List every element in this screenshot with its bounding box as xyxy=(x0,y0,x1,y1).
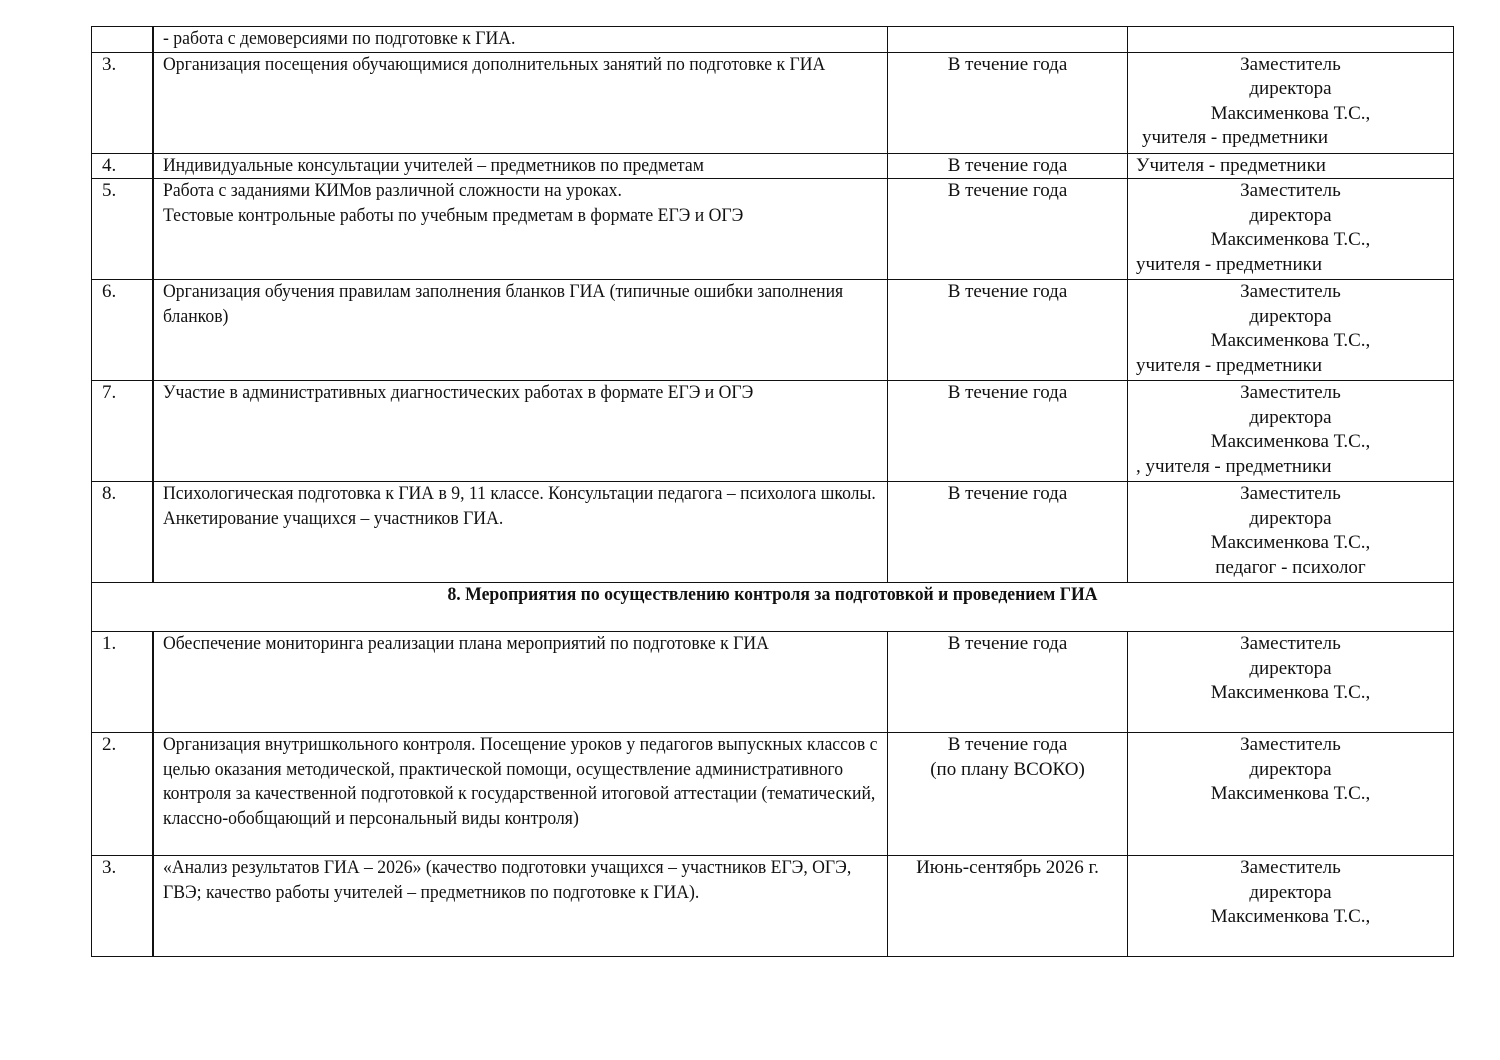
activity-text: Обеспечение мониторинга реализации плана мероприятий по подготовке к ГИА xyxy=(162,633,769,654)
responsible-line: директора xyxy=(1249,78,1332,99)
section-title-cell xyxy=(92,583,1454,632)
responsible-line: , учителя - предметники xyxy=(1136,455,1332,477)
responsible-line: Заместитель xyxy=(1240,382,1341,403)
row-number: 2. xyxy=(92,733,153,856)
activity-cell xyxy=(153,179,888,280)
responsible-cell xyxy=(1128,381,1454,482)
activity-text: - работа с демоверсиями по подготовке к ГИА. xyxy=(162,28,515,49)
table-row xyxy=(92,179,1454,280)
activity-text: Индивидуальные консультации учителей – предметников по предметам xyxy=(162,154,704,176)
responsible-cell xyxy=(1128,52,1454,153)
row-number: 6. xyxy=(92,280,153,381)
activity-cell xyxy=(153,52,888,153)
responsible-cell xyxy=(1128,179,1454,280)
activity-cell xyxy=(153,482,888,583)
section-header-row xyxy=(92,583,1454,632)
row-number: 5. xyxy=(92,179,153,280)
responsible-cell xyxy=(1128,733,1454,856)
activity-cell xyxy=(153,381,888,482)
activity-text: Участие в административных диагностических работах в формате ЕГЭ и ОГЭ xyxy=(162,382,753,403)
time-cell: В течение года xyxy=(888,482,1128,583)
responsible-cell xyxy=(1128,632,1454,733)
responsible-line: Максименкова Т.С., xyxy=(1210,431,1371,452)
time-line: В течение года xyxy=(947,734,1068,755)
activity-cell xyxy=(153,27,888,53)
responsible-line: Максименкова Т.С., xyxy=(1210,906,1371,927)
responsible-line: директора xyxy=(1249,406,1332,428)
table-row xyxy=(92,153,1454,179)
activities-table xyxy=(91,26,1454,957)
time-cell: Июнь-сентябрь 2026 г. xyxy=(888,856,1128,957)
row-number: 8. xyxy=(92,482,153,583)
row-number xyxy=(92,27,153,53)
activity-cell xyxy=(153,153,888,179)
responsible-line: Максименкова Т.С., xyxy=(1210,532,1371,553)
activity-cell xyxy=(153,733,888,856)
time-cell xyxy=(888,733,1128,856)
responsible-line: Заместитель xyxy=(1240,180,1341,201)
time-cell: В течение года xyxy=(888,153,1128,179)
table-row xyxy=(92,52,1454,153)
responsible-line: директора xyxy=(1249,881,1332,903)
responsible-cell xyxy=(1128,153,1454,179)
responsible-line: директора xyxy=(1249,507,1332,529)
activity-text: «Анализ результатов ГИА – 2026» (качество подготовки учащихся – участников ЕГЭ, ОГЭ, ГВЭ; качество работы учителей – предметников по подготовке к ГИА). xyxy=(162,857,851,903)
responsible-cell xyxy=(1128,856,1454,957)
table-row xyxy=(92,280,1454,381)
responsible-line: Максименкова Т.С., xyxy=(1210,682,1371,703)
table-row xyxy=(92,482,1454,583)
responsible-line: директора xyxy=(1249,305,1332,327)
responsible-line: Заместитель xyxy=(1240,633,1341,654)
activity-cell xyxy=(153,280,888,381)
responsible-line: Максименкова Т.С., xyxy=(1210,783,1371,804)
activity-text: Психологическая подготовка к ГИА в 9, 11 классе. Консультации педагога – психолога школы. Анкетирование учащихся – участников ГИА. xyxy=(162,483,876,529)
activity-cell xyxy=(153,632,888,733)
activity-text: Организация обучения правилам заполнения бланков ГИА (типичные ошибки заполнения бланков) xyxy=(162,281,843,327)
section-title: 8. Мероприятия по осуществлению контроля за подготовкой и проведением ГИА xyxy=(447,584,1098,605)
table-row xyxy=(92,632,1454,733)
responsible-line: Заместитель xyxy=(1240,281,1341,302)
responsible-line: педагог - психолог xyxy=(1215,556,1366,578)
time-cell: В течение года xyxy=(888,381,1128,482)
time-line: (по плану ВСОКО) xyxy=(930,758,1085,780)
row-number: 1. xyxy=(92,632,153,733)
responsible-line: учителя - предметники xyxy=(1142,127,1329,148)
time-cell: В течение года xyxy=(888,179,1128,280)
activity-text: Организация внутришкольного контроля. Посещение уроков у педагогов выпускных классов с целью оказания методической, практической помощи, осуществление административного контроля за качественной подготовкой к государственной итоговой аттестации (тематический, классно-обобщающий и персональный виды контроля) xyxy=(162,734,877,829)
activity-text: Тестовые контрольные работы по учебным предметам в формате ЕГЭ и ОГЭ xyxy=(162,204,743,226)
activity-text: Работа с заданиями КИМов различной сложности на уроках. xyxy=(162,180,622,201)
time-cell: В течение года xyxy=(888,52,1128,153)
responsible-line: Заместитель xyxy=(1240,53,1341,75)
responsible-line: Максименкова Т.С., xyxy=(1210,102,1371,124)
row-number: 4. xyxy=(92,153,153,179)
table-row xyxy=(92,733,1454,856)
table-row xyxy=(92,856,1454,957)
responsible-line: Максименкова Т.С., xyxy=(1210,229,1371,250)
table-row xyxy=(92,27,1454,53)
row-number: 7. xyxy=(92,381,153,482)
responsible-line: Максименкова Т.С., xyxy=(1210,330,1371,351)
activity-cell xyxy=(153,856,888,957)
responsible-line: Заместитель xyxy=(1240,857,1341,878)
responsible-line: директора xyxy=(1249,204,1332,226)
responsible-line: учителя - предметники xyxy=(1136,253,1323,275)
responsible-line: директора xyxy=(1249,758,1332,780)
time-cell: В течение года xyxy=(888,280,1128,381)
time-cell: В течение года xyxy=(888,632,1128,733)
responsible-line: Заместитель xyxy=(1240,734,1341,755)
row-number: 3. xyxy=(92,52,153,153)
responsible-line: Учителя - предметники xyxy=(1136,154,1326,176)
responsible-cell xyxy=(1128,482,1454,583)
responsible-line: учителя - предметники xyxy=(1136,354,1323,376)
responsible-cell xyxy=(1128,27,1454,53)
responsible-cell xyxy=(1128,280,1454,381)
time-cell xyxy=(888,27,1128,53)
row-number: 3. xyxy=(92,856,153,957)
responsible-line: директора xyxy=(1249,657,1332,679)
responsible-line: Заместитель xyxy=(1240,483,1341,504)
activity-text: Организация посещения обучающимися дополнительных занятий по подготовке к ГИА xyxy=(162,53,825,75)
table-row xyxy=(92,381,1454,482)
